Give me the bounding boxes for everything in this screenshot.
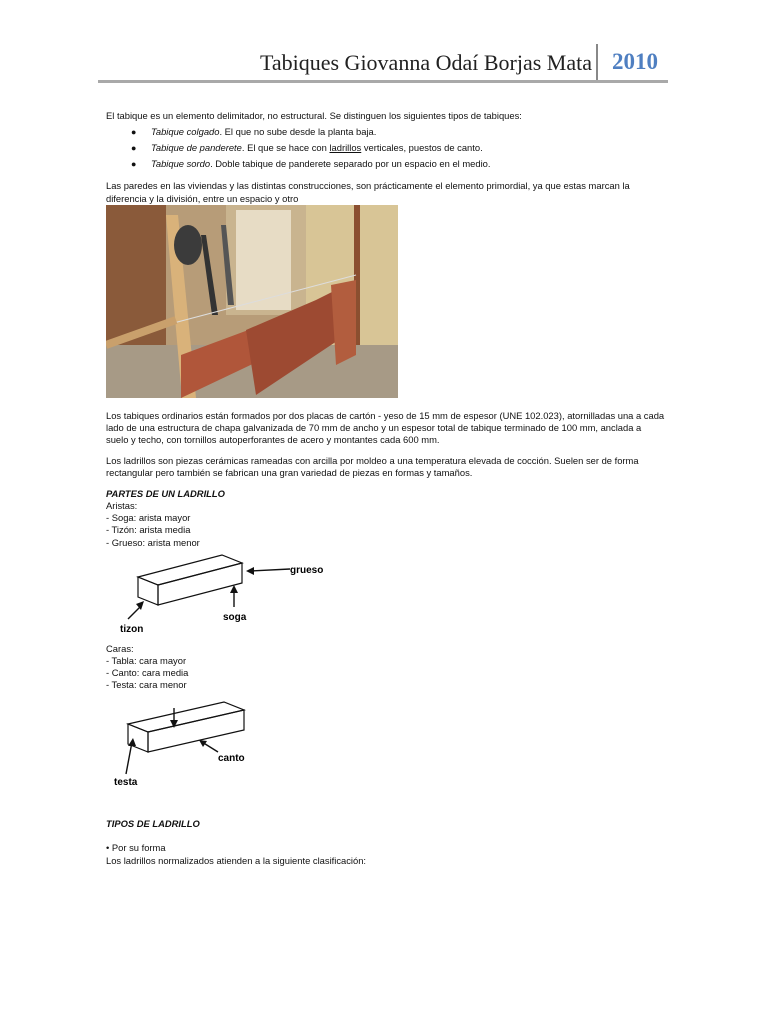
tabique-types-list [106, 124, 666, 172]
bullet-icon: ● [131, 159, 137, 170]
cara-item: - Testa: cara menor [106, 679, 187, 691]
aristas-list [106, 500, 666, 549]
label-canto: canto [218, 752, 245, 764]
arista-item: - Tizón: arista media [106, 524, 191, 536]
type-name: Tabique de panderete [151, 142, 242, 154]
label-grueso: grueso [290, 564, 324, 576]
list-item: ● Tabique de panderete. El que se hace con ladrillos verticales, puestos de canto. [106, 140, 666, 156]
arista-item: - Soga: arista mayor [106, 512, 191, 524]
cara-item: - Canto: cara media [106, 667, 189, 679]
brick-caras-diagram [106, 692, 346, 804]
ordinary-paragraph: Los tabiques ordinarios están formados por dos placas de cartón - yeso de 15 mm de espesor (UNE 102.023), atornilladas una a cada lado de una estructura de chapa galvanizada de 70 mm de ancho y un espesor total de tabique terminado de 100 mm, anclada a suelo y techo, con tornillos autoperforantes de acero y montantes cada 600 mm. [106, 409, 665, 446]
clasificacion-text: Los ladrillos normalizados atienden a la siguiente clasificación: [106, 854, 367, 866]
label-soga: soga [223, 611, 247, 623]
list-item: ● Tabique colgado. El que no sube desde la planta baja. [106, 124, 666, 140]
intro-paragraph: El tabique es un elemento delimitador, no estructural. Se distinguen los siguientes tipos de tabiques: [106, 110, 522, 121]
walls-paragraph: Las paredes en las viviendas y las distintas construcciones, son prácticamente el elemento primordial, ya que estas marcan la diferencia y la división, entre un espacio y otro [106, 180, 630, 204]
brick-aristas-diagram [106, 549, 346, 643]
aristas-heading: Aristas: [106, 500, 138, 512]
tipos-heading: TIPOS DE LADRILLO [106, 817, 200, 829]
cara-item: - Tabla: cara mayor [106, 655, 187, 667]
type-name: Tabique colgado [151, 126, 220, 138]
label-tizon: tizon [120, 623, 144, 635]
type-name: Tabique sordo [151, 158, 211, 170]
list-item: ● Tabique sordo. Doble tabique de panderete separado por un espacio en el medio. [106, 156, 666, 172]
header-divider [596, 44, 598, 80]
bricks-paragraph: Los ladrillos son piezas cerámicas rameadas con arcilla por moldeo a una temperatura elevada de cocción. Suelen ser de forma rectangular pero también se fabrican una gran variedad de piezas en formas y tamaños. [106, 454, 639, 479]
parts-heading: PARTES DE UN LADRILLO [106, 487, 225, 499]
document-year: 2010 [612, 49, 658, 74]
arista-item: - Grueso: arista menor [106, 536, 200, 548]
label-testa: testa [114, 776, 138, 788]
document-body [106, 110, 666, 867]
ladrillos-link[interactable]: ladrillos [329, 142, 362, 154]
bullet-icon: ● [131, 127, 137, 138]
bullet-icon: ● [131, 143, 137, 154]
brick-wall-photo [106, 205, 398, 398]
document-title: Tabiques Giovanna Odaí Borjas Mata [259, 50, 592, 75]
page-header [98, 44, 668, 82]
header-rule [98, 80, 668, 83]
caras-list [106, 643, 666, 692]
caras-heading: Caras: [106, 642, 134, 654]
forma-bullet: • Por su forma [106, 842, 166, 854]
